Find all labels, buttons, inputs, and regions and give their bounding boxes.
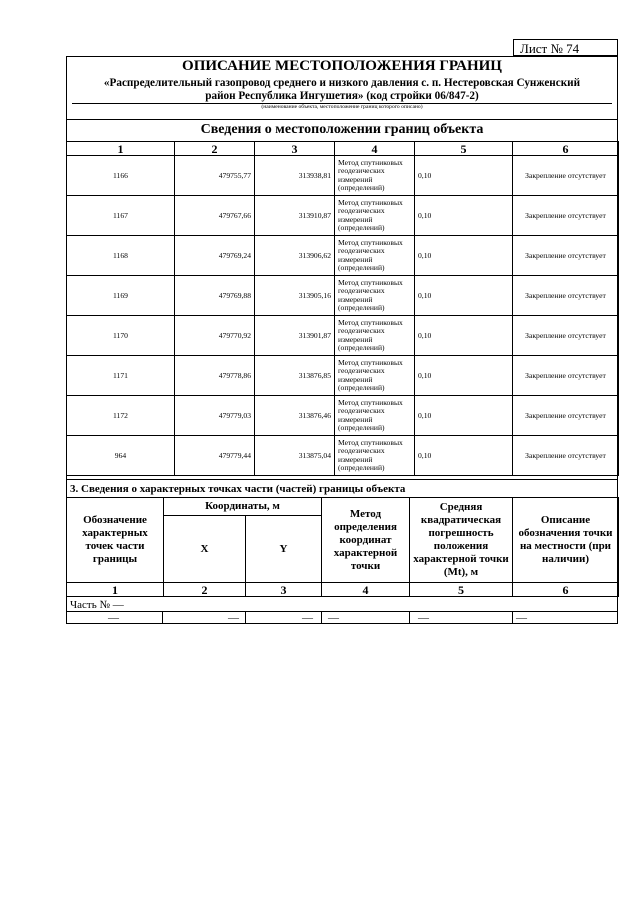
point-description: Закрепление отсутствует [513,356,619,396]
header-x: X [164,516,246,583]
cell-separator [321,611,322,624]
object-name [72,77,612,103]
coord-y: 313876,85 [255,356,335,396]
column-number: 2 [164,583,246,597]
method: Метод спутниковых геодезических измерений (определений) [335,356,415,396]
accuracy: 0,10 [415,356,513,396]
boundary-points-table [66,141,619,476]
point-number: 1169 [67,276,175,316]
column-number: 4 [335,142,415,156]
coord-x: 479779,03 [175,396,255,436]
header-accuracy: Средняя квадратическая погрешность положения характерной точки (Мt), м [410,498,513,583]
column-number: 1 [67,142,175,156]
point-number: 1171 [67,356,175,396]
empty-cell: — [418,612,429,624]
empty-cell: — [302,612,313,624]
coord-y: 313901,87 [255,316,335,356]
point-description: Закрепление отсутствует [513,436,619,476]
table-row [67,436,619,476]
divider-section3 [66,479,618,480]
point-number: 1172 [67,396,175,436]
header-description: Описание обозначения точки на местности (при наличии) [513,498,619,583]
point-description: Закрепление отсутствует [513,316,619,356]
accuracy: 0,10 [415,396,513,436]
divider-top [66,119,618,120]
empty-part-row [66,612,618,624]
empty-cell: — [108,612,119,624]
empty-cell: — [328,612,339,624]
column-number: 6 [513,142,619,156]
object-name-line-2: район Республика Ингушетия» (код стройки 06/847-2) [205,90,479,102]
point-description: Закрепление отсутствует [513,396,619,436]
coord-y: 313906,62 [255,236,335,276]
coord-x: 479769,88 [175,276,255,316]
document-title: ОПИСАНИЕ МЕСТОПОЛОЖЕНИЯ ГРАНИЦ [182,58,502,74]
accuracy: 0,10 [415,196,513,236]
section3-title: 3. Сведения о характерных точках части (частей) границы объекта [70,483,406,495]
method: Метод спутниковых геодезических измерений (определений) [335,276,415,316]
point-description: Закрепление отсутствует [513,156,619,196]
point-number: 1168 [67,236,175,276]
accuracy: 0,10 [415,436,513,476]
method: Метод спутниковых геодезических измерений (определений) [335,236,415,276]
empty-cell: — [228,612,239,624]
cell-separator [162,611,163,624]
header-coordinates: Координаты, м [164,498,322,516]
part-label: Часть № — [70,599,124,611]
object-name-note: (наименование объекта, местоположение границ которого описано) [261,104,423,110]
column-number: 5 [415,142,513,156]
column-number: 2 [175,142,255,156]
method: Метод спутниковых геодезических измерений (определений) [335,196,415,236]
method: Метод спутниковых геодезических измерений (определений) [335,436,415,476]
cell-separator [245,611,246,624]
part-points-table [66,497,619,597]
coord-y: 313910,87 [255,196,335,236]
table-row [67,356,619,396]
cell-separator [409,611,410,624]
point-description: Закрепление отсутствует [513,196,619,236]
point-number: 1166 [67,156,175,196]
point-number: 964 [67,436,175,476]
column-number: 4 [322,583,410,597]
point-description: Закрепление отсутствует [513,236,619,276]
accuracy: 0,10 [415,316,513,356]
column-number: 3 [246,583,322,597]
coord-y: 313938,81 [255,156,335,196]
header-method: Метод определения координат характерной точки [322,498,410,583]
column-number: 1 [67,583,164,597]
method: Метод спутниковых геодезических измерений (определений) [335,396,415,436]
coord-x: 479755,77 [175,156,255,196]
table-row [67,196,619,236]
table-row [67,316,619,356]
sheet-number: Лист № 74 [513,39,618,56]
column-number: 5 [410,583,513,597]
column-numbers-row [67,142,619,156]
coord-x: 479767,66 [175,196,255,236]
method: Метод спутниковых геодезических измерений (определений) [335,156,415,196]
coord-y: 313876,46 [255,396,335,436]
coord-x: 479770,92 [175,316,255,356]
empty-cell: — [516,612,527,624]
accuracy: 0,10 [415,236,513,276]
point-number: 1170 [67,316,175,356]
point-description: Закрепление отсутствует [513,276,619,316]
section-title: Сведения о местоположении границ объекта [200,122,484,137]
column-number: 3 [255,142,335,156]
column-numbers-row [67,583,619,597]
coord-y: 313905,16 [255,276,335,316]
header-point-designation: Обозначение характерных точек части границы [67,498,164,583]
accuracy: 0,10 [415,156,513,196]
accuracy: 0,10 [415,276,513,316]
table-row [67,396,619,436]
method: Метод спутниковых геодезических измерений (определений) [335,316,415,356]
table-row [67,156,619,196]
coord-y: 313875,04 [255,436,335,476]
column-number: 6 [513,583,619,597]
cell-separator [512,611,513,624]
point-number: 1167 [67,196,175,236]
object-name-line-1: «Распределительный газопровод среднего и низкого давления с. п. Нестеровская Сунженский [103,77,581,89]
table-row [67,276,619,316]
table-row [67,236,619,276]
coord-x: 479779,44 [175,436,255,476]
header-y: Y [246,516,322,583]
coord-x: 479778,86 [175,356,255,396]
coord-x: 479769,24 [175,236,255,276]
